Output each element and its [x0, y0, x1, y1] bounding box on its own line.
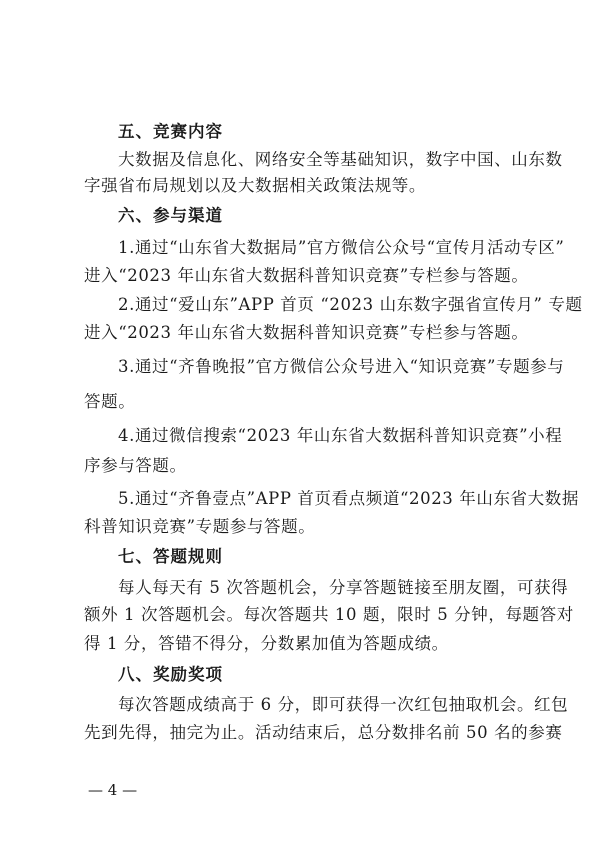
paragraph-line: 字强省布局规划以及大数据相关政策法规等。	[84, 176, 426, 195]
paragraph-line: 2.通过“爱山东”APP 首页 “2023 山东数字强省宣传月” 专题	[118, 295, 583, 314]
paragraph-line: 4.通过微信搜索“2023 年山东省大数据科普知识竞赛”小程	[118, 426, 563, 445]
paragraph-line: 答题。	[84, 392, 136, 411]
paragraph-line: 先到先得，抽完为止。活动结束后，总分数排名前 50 名的参赛	[84, 723, 563, 742]
section-heading-rules: 七、答题规则	[118, 547, 223, 566]
section-heading-channels: 六、参与渠道	[118, 206, 223, 225]
paragraph-line: 额外 1 次答题机会。每次答题共 10 题，限时 5 分钟，每题答对	[84, 605, 574, 624]
paragraph-line: 3.通过“齐鲁晚报”官方微信公众号进入“知识竞赛”专题参与	[118, 357, 565, 376]
paragraph-line: 每人每天有 5 次答题机会，分享答题链接至朋友圈，可获得	[118, 578, 569, 597]
paragraph-line: 科普知识竞赛”专题参与答题。	[84, 517, 316, 536]
page-number: — 4 —	[88, 781, 138, 799]
paragraph-line: 1.通过“山东省大数据局”官方微信公众号“宣传月活动专区”	[118, 238, 565, 257]
section-heading-content: 五、竞赛内容	[118, 122, 223, 141]
paragraph-line: 每次答题成绩高于 6 分，即可获得一次红包抽取机会。红包	[118, 695, 569, 714]
section-heading-rewards: 八、奖励奖项	[118, 665, 223, 684]
paragraph-line: 大数据及信息化、网络安全等基础知识，数字中国、山东数	[118, 150, 563, 169]
paragraph-line: 进入“2023 年山东省大数据科普知识竞赛”专栏参与答题。	[84, 323, 529, 342]
paragraph-line: 得 1 分，答错不得分，分数累加值为答题成绩。	[84, 634, 449, 653]
paragraph-line: 进入“2023 年山东省大数据科普知识竞赛”专栏参与答题。	[84, 266, 529, 285]
paragraph-line: 序参与答题。	[84, 456, 187, 475]
paragraph-line: 5.通过“齐鲁壹点”APP 首页看点频道“2023 年山东省大数据	[118, 489, 579, 508]
